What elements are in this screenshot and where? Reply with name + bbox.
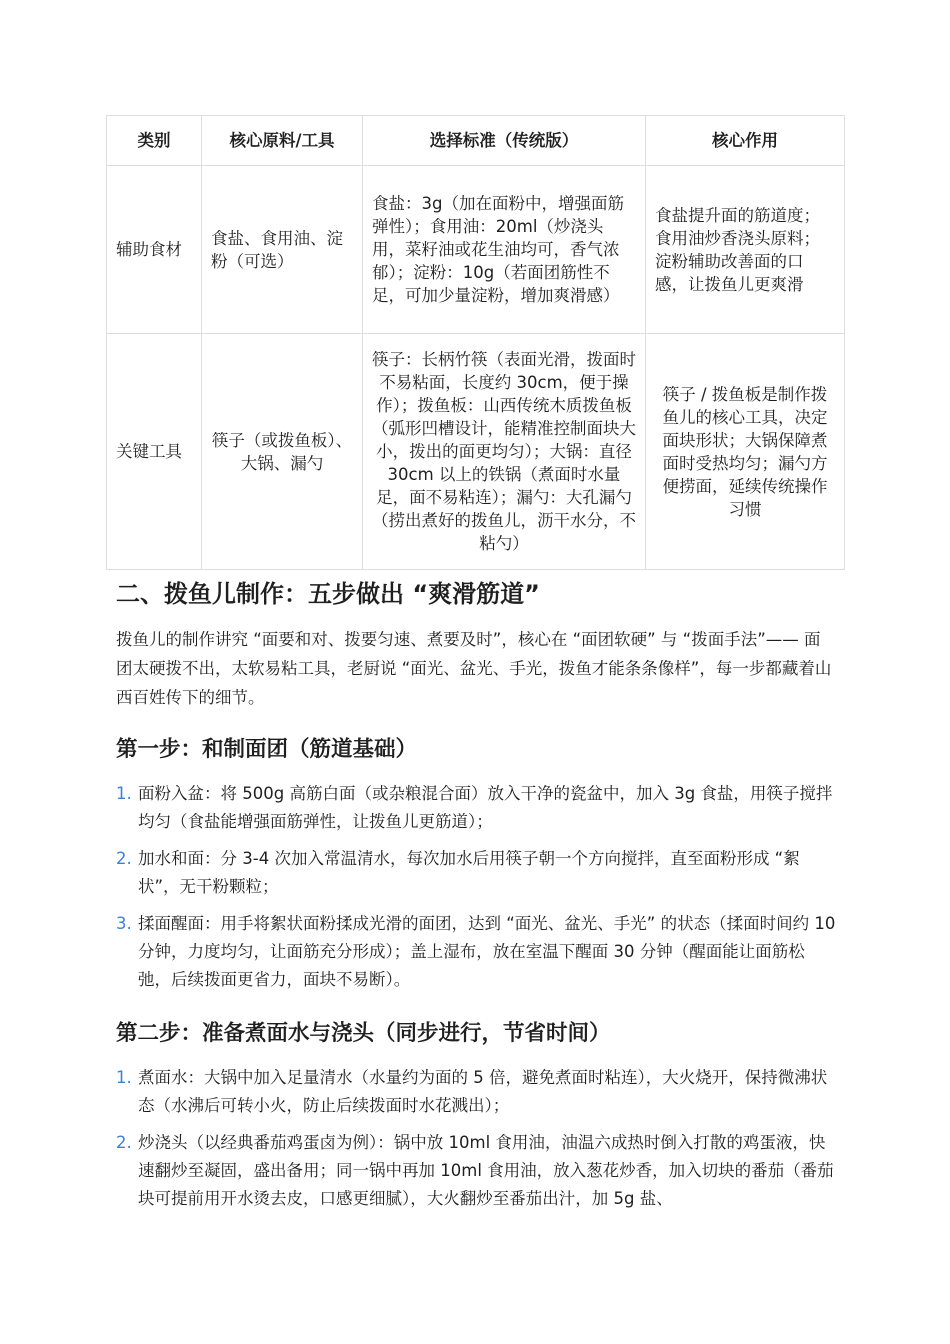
- table-cell-function: 筷子 / 拨鱼板是制作拨鱼儿的核心工具，决定面块形状；大锅保障煮面时受热均匀；漏勺方便捞面，延续传统操作习惯: [646, 334, 845, 570]
- list-item: [116, 780, 836, 836]
- list-number: 1.: [116, 1068, 132, 1087]
- list-item: [116, 845, 836, 901]
- list-item-text: 面粉入盆：将 500g 高筋白面（或杂粮混合面）放入干净的瓷盆中，加入 3g 食盐，用筷子搅拌均匀（食盐能增强面筋弹性，让拨鱼儿更筋道）；: [138, 784, 833, 831]
- section-heading: 二、拨鱼儿制作：五步做出 “爽滑筋道”: [116, 580, 540, 608]
- list-item-text: 揉面醒面：用手将絮状面粉揉成光滑的面团，达到 “面光、盆光、手光” 的状态（揉面时间约 10 分钟，力度均匀，让面筋充分形成）；盖上湿布，放在室温下醒面 30 分钟（醒面能让面筋松弛，后续拨面更省力，面块不易断）。: [138, 914, 836, 989]
- table-cell-materials: 食盐、食用油、淀粉（可选）: [202, 166, 363, 334]
- list-item-text: 煮面水：大锅中加入足量清水（水量约为面的 5 倍，避免煮面时粘连），大火烧开，保持微沸状态（水沸后可转小火，防止后续拨面时水花溅出）；: [138, 1068, 828, 1115]
- table-cell-materials: 筷子（或拨鱼板）、大锅、漏勺: [202, 334, 363, 570]
- ingredients-tools-table: [106, 115, 845, 570]
- table-header-cell: 选择标准（传统版）: [363, 116, 646, 166]
- table-cell-function: 食盐提升面的筋道度；食用油炒香浇头原料；淀粉辅助改善面的口感，让拨鱼儿更爽滑: [646, 166, 845, 334]
- list-item: [116, 1129, 836, 1213]
- list-item: [116, 1064, 836, 1120]
- list-number: 3.: [116, 914, 132, 933]
- section-intro-paragraph: 拨鱼儿的制作讲究 “面要和对、拨要匀速、煮要及时”，核心在 “面团软硬” 与 “拨面手法”—— 面团太硬拨不出，太软易粘工具，老厨说 “面光、盆光、手光，拨鱼才能条条像样”，每一步都藏着山西百姓传下的细节。: [116, 630, 832, 707]
- list-item-text: 加水和面：分 3-4 次加入常温清水，每次加水后用筷子朝一个方向搅拌，直至面粉形成 “絮状”，无干粉颗粒；: [138, 849, 800, 896]
- table-row: [107, 166, 845, 334]
- step2-list: [116, 1064, 836, 1222]
- table-header-row: [107, 116, 845, 166]
- step1-list: [116, 780, 836, 1003]
- table-header-cell: 核心作用: [646, 116, 845, 166]
- list-number: 2.: [116, 1133, 132, 1152]
- list-item: [116, 910, 836, 994]
- table-header-cell: 核心原料/工具: [202, 116, 363, 166]
- table-cell-category: 辅助食材: [107, 166, 202, 334]
- table-cell-category: 关键工具: [107, 334, 202, 570]
- table-header-cell: 类别: [107, 116, 202, 166]
- step2-heading: 第二步：准备煮面水与浇头（同步进行，节省时间）: [116, 1021, 611, 1046]
- table-cell-standard: 筷子：长柄竹筷（表面光滑，拨面时不易粘面，长度约 30cm，便于操作）；拨鱼板：山西传统木质拨鱼板（弧形凹槽设计，能精准控制面块大小，拨出的面更均匀）；大锅：直径 30cm 以上的铁锅（煮面时水量足，面不易粘连）；漏勺：大孔漏勺（捞出煮好的拨鱼儿，沥干水分，不粘勺）: [363, 334, 646, 570]
- list-item-text: 炒浇头（以经典番茄鸡蛋卤为例）：锅中放 10ml 食用油，油温六成热时倒入打散的鸡蛋液，快速翻炒至凝固，盛出备用；同一锅中再加 10ml 食用油，放入葱花炒香，加入切块的番茄（番茄块可提前用开水烫去皮，口感更细腻），大火翻炒至番茄出汁，加 5g 盐、: [138, 1133, 834, 1208]
- table-row: [107, 334, 845, 570]
- list-number: 1.: [116, 784, 132, 803]
- table-cell-standard: 食盐：3g（加在面粉中，增强面筋弹性）；食用油：20ml（炒浇头用，菜籽油或花生油均可，香气浓郁）；淀粉：10g（若面团筋性不足，可加少量淀粉，增加爽滑感）: [363, 166, 646, 334]
- list-number: 2.: [116, 849, 132, 868]
- step1-heading: 第一步：和制面团（筋道基础）: [116, 737, 418, 762]
